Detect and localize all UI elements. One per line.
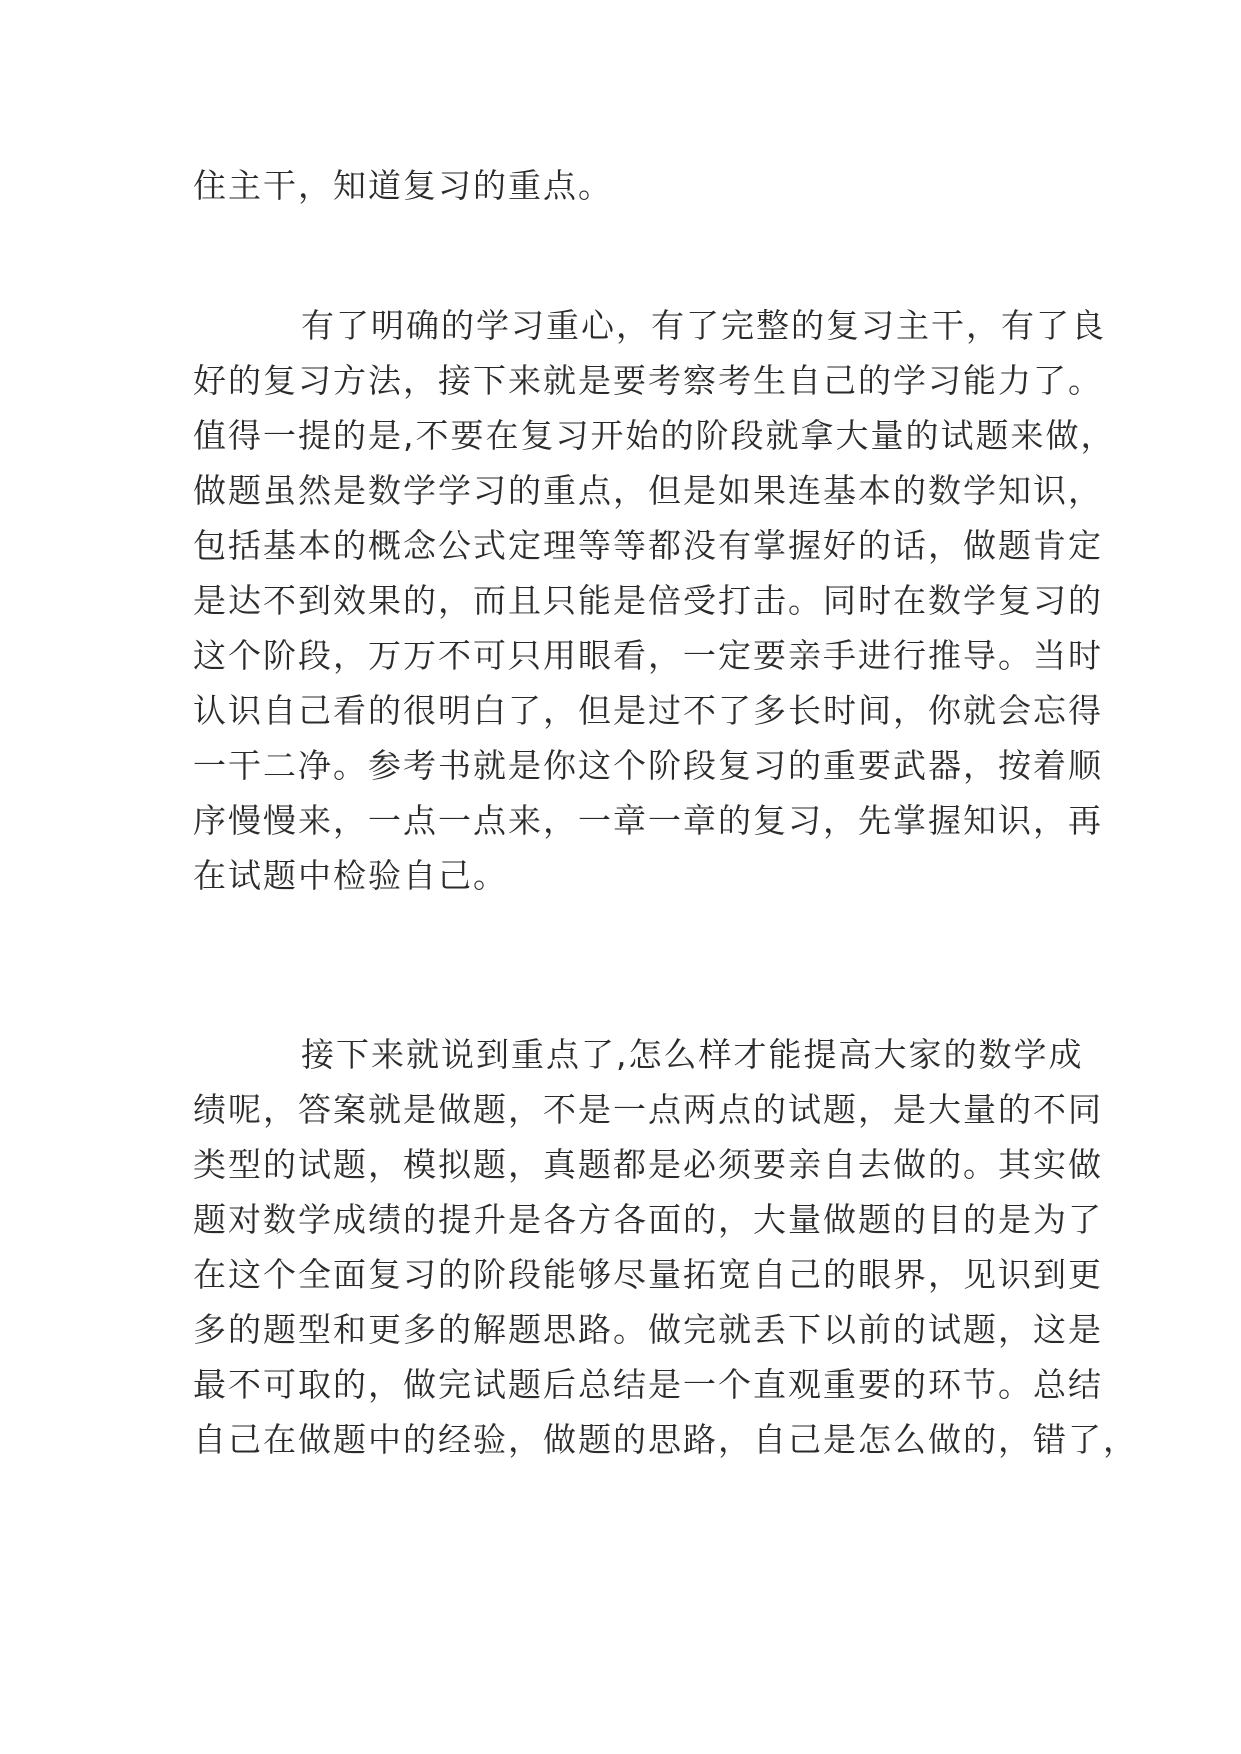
paragraph-1-line-1: 住主干，知道复习的重点。 xyxy=(193,166,613,205)
paragraph-2-line-6: 是达不到效果的，而且只能是倍受打击。同时在数学复习的 xyxy=(193,581,1103,620)
paragraph-2-line-4: 做题虽然是数学学习的重点，但是如果连基本的数学知识， xyxy=(193,471,1103,510)
paragraph-3-line-1: 接下来就说到重点了,怎么样才能提高大家的数学成 xyxy=(301,1035,1084,1074)
paragraph-2-line-10: 序慢慢来，一点一点来，一章一章的复习，先掌握知识，再 xyxy=(193,801,1103,840)
paragraph-2-line-1: 有了明确的学习重心，有了完整的复习主干，有了良 xyxy=(301,306,1106,345)
paragraph-3-line-4: 题对数学成绩的提升是各方各面的，大量做题的目的是为了 xyxy=(193,1200,1103,1239)
paragraph-2-line-5: 包括基本的概念公式定理等等都没有掌握好的话，做题肯定 xyxy=(193,526,1103,565)
paragraph-2-line-7: 这个阶段，万万不可只用眼看，一定要亲手进行推导。当时 xyxy=(193,636,1103,675)
paragraph-2-line-3: 值得一提的是,不要在复习开始的阶段就拿大量的试题来做， xyxy=(193,416,1116,455)
paragraph-2-line-8: 认识自己看的很明白了，但是过不了多长时间，你就会忘得 xyxy=(193,691,1103,730)
paragraph-3-line-2: 绩呢，答案就是做题，不是一点两点的试题，是大量的不同 xyxy=(193,1090,1103,1129)
paragraph-3-line-3: 类型的试题，模拟题，真题都是必须要亲自去做的。其实做 xyxy=(193,1145,1103,1184)
paragraph-3-line-8: 自己在做题中的经验，做题的思路，自己是怎么做的，错了， xyxy=(193,1420,1138,1459)
paragraph-2-line-9: 一干二净。参考书就是你这个阶段复习的重要武器，按着顺 xyxy=(193,746,1103,785)
paragraph-3-line-7: 最不可取的，做完试题后总结是一个直观重要的环节。总结 xyxy=(193,1365,1103,1404)
paragraph-3-line-6: 多的题型和更多的解题思路。做完就丢下以前的试题，这是 xyxy=(193,1310,1103,1349)
paragraph-3-line-5: 在这个全面复习的阶段能够尽量拓宽自己的眼界，见识到更 xyxy=(193,1255,1103,1294)
paragraph-2-line-2: 好的复习方法，接下来就是要考察考生自己的学习能力了。 xyxy=(193,361,1103,400)
paragraph-2-line-11: 在试题中检验自己。 xyxy=(193,856,508,895)
